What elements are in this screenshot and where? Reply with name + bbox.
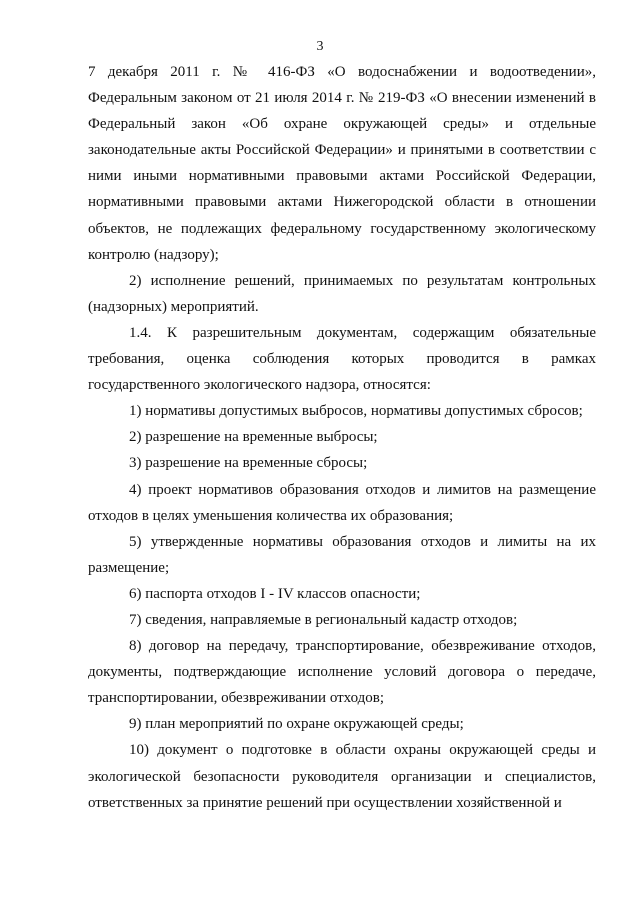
paragraph-section-1-4: 1.4. К разрешительным документам, содержащим обязательные требования, оценка соблюдения которых проводится в рамках государственного экологического надзора, относятся: xyxy=(88,324,596,394)
paragraph-continuation: 7 декабря 2011 г. № 416-ФЗ «О водоснабжении и водоотведении», Федеральным законом от 21 июля 2014 г. № 219-ФЗ «О внесении изменений в Федеральный закон «Об охране окружающей среды» и отдельные законодательные акты Российской Федерации» и принятыми в соответствии с ними иными нормативными правовыми актами Российской Федерации, нормативными правовыми актами Нижегородской области в отношении объектов, не подлежащих федеральному государственному экологическому контролю (надзору); xyxy=(88,64,596,263)
paragraph-item-2: 2) исполнение решений, принимаемых по результатам контрольных (надзорных) мероприятий. xyxy=(88,272,596,315)
list-item: 4) проект нормативов образования отходов и лимитов на размещение отходов в целях уменьшения количества их образования; xyxy=(88,481,596,524)
list-item: 7) сведения, направляемые в региональный кадастр отходов; xyxy=(129,611,518,628)
list-item: 6) паспорта отходов I - IV классов опасности; xyxy=(129,585,421,602)
page-number: 3 xyxy=(316,39,324,54)
list-item: 8) договор на передачу, транспортирование, обезвреживание отходов, документы, подтверждающие исполнение условий договора о передаче, транспортировании, обезвреживании отходов; xyxy=(88,638,596,707)
list-item: 3) разрешение на временные сбросы; xyxy=(129,455,368,472)
list-item: 9) план мероприятий по охране окружающей среды; xyxy=(129,716,464,733)
list-item: 1) нормативы допустимых выбросов, нормативы допустимых сбросов; xyxy=(129,403,583,420)
document-body xyxy=(88,59,596,816)
list-item: 10) документ о подготовке в области охраны окружающей среды и экологической безопасности руководителя организации и специалистов, ответственных за принятие решений при осуществлении хозяйственной и xyxy=(88,742,596,811)
list-item: 5) утвержденные нормативы образования отходов и лимиты на их размещение; xyxy=(88,533,596,576)
list-item: 2) разрешение на временные выбросы; xyxy=(129,429,378,446)
